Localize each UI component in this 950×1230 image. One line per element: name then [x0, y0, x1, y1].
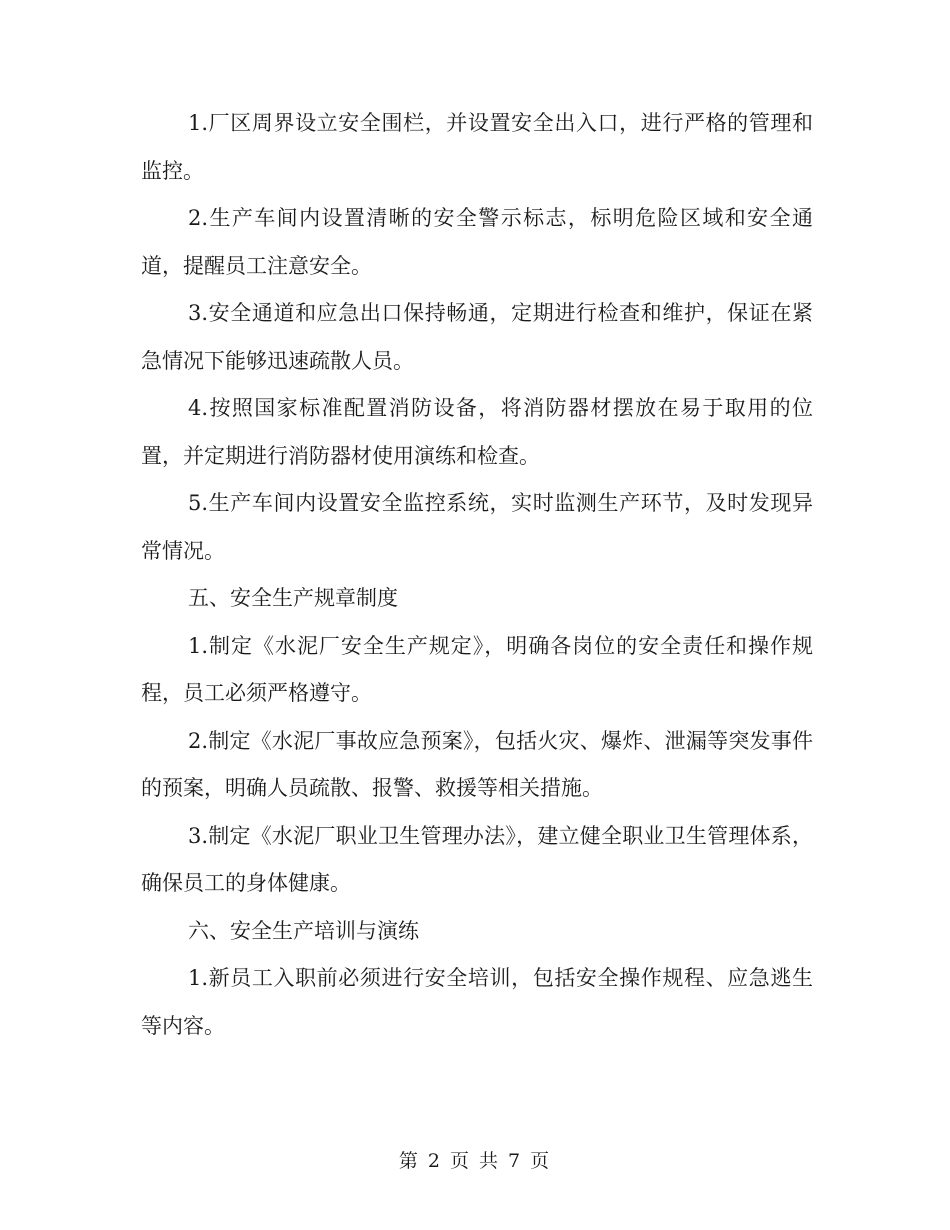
- paragraph-6: 1.制定《水泥厂安全生产规定》，明确各岗位的安全责任和操作规程，员工必须严格遵守。: [141, 633, 813, 705]
- page-footer: 第 2 页 共 7 页: [398, 1150, 552, 1172]
- paragraph-8: 3.制定《水泥厂职业卫生管理办法》，建立健全职业卫生管理体系，确保员工的身体健康。: [141, 823, 813, 895]
- paragraph-9: 1.新员工入职前必须进行安全培训，包括安全操作规程、应急逃生等内容。: [141, 966, 813, 1038]
- paragraph-4: 4.按照国家标准配置消防设备，将消防器材摆放在易于取用的位置，并定期进行消防器材使用演练和检查。: [141, 396, 813, 468]
- paragraph-1: 1.厂区周界设立安全围栏，并设置安全出入口，进行严格的管理和监控。: [141, 111, 813, 183]
- document-body: [141, 100, 813, 1050]
- section-heading-6: 六、安全生产培训与演练: [188, 918, 419, 943]
- paragraph-7: 2.制定《水泥厂事故应急预案》，包括火灾、爆炸、泄漏等突发事件的预案，明确人员疏散、报警、救援等相关措施。: [141, 728, 813, 800]
- paragraph-5: 5.生产车间内设置安全监控系统，实时监测生产环节，及时发现异常情况。: [141, 491, 813, 563]
- paragraph-3: 3.安全通道和应急出口保持畅通，定期进行检查和维护，保证在紧急情况下能够迅速疏散人员。: [141, 301, 813, 373]
- paragraph-2: 2.生产车间内设置清晰的安全警示标志，标明危险区域和安全通道，提醒员工注意安全。: [141, 206, 813, 278]
- section-heading-5: 五、安全生产规章制度: [188, 586, 398, 610]
